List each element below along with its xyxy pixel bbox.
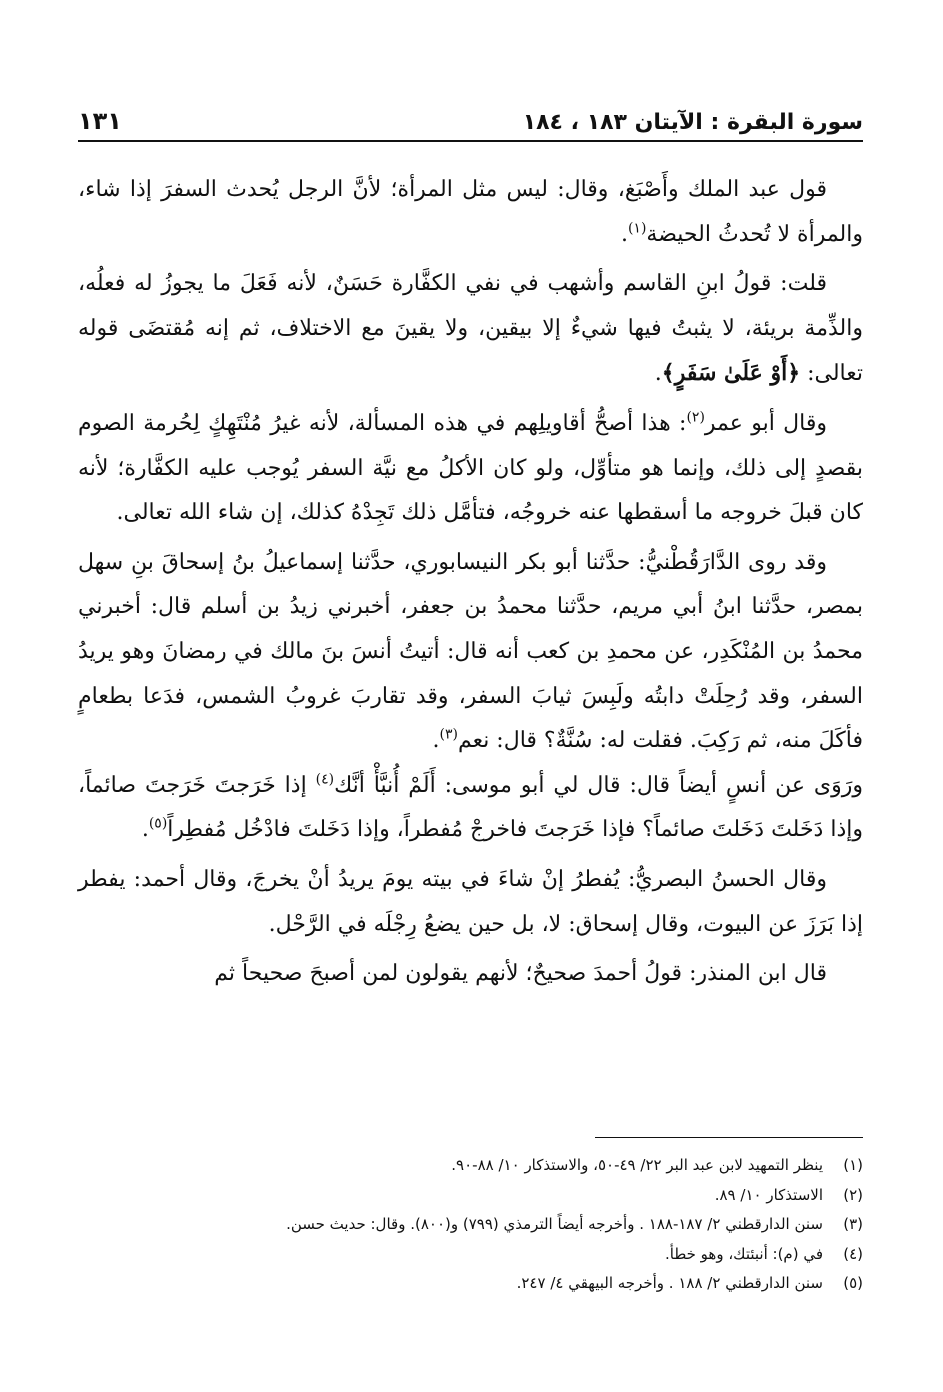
page-number: ١٣١ — [78, 107, 122, 135]
footnote-number: (٤) — [843, 1244, 863, 1263]
footnote-number: (٥) — [843, 1274, 863, 1292]
paragraph-4: وقد روى الدَّارَقُطْنيُّ: حدَّثنا أبو بكر النيسابوري، حدَّثنا إسماعيلُ بنُ إسحاقَ بنِ سهل بمصر، حدَّثنا ابنُ أبي مريم، حدَّثنا محمدُ بن جعفر، أخبرني زيدُ بن أسلم قال: أخبرني محمدُ بن المُنْكَدِر، عن محمدِ بن كعب أنه قال: أتيتُ أنسَ بنَ مالك في رمضانَ وهو يريدُ السفر، وقد رُحِلَتْ دابتُه ولَبِسَ ثيابَ السفر، وقد تقاربَ غروبُ الشمس، فدَعا بطعامٍ فأكَلَ منه، ثم رَكِبَ. فقلت له: سُنَّةٌ؟ قال: نعم$^{(٣)}$. — [78, 549, 863, 754]
footnote-number: (١) — [843, 1156, 863, 1174]
footnote-1 — [78, 1151, 863, 1181]
paragraph-3: وقال أبو عمر$^{(٢)}$: هذا أصحُّ أقاويلِهم في هذه المسألة، لأنه غيرُ مُنْتَهِكٍ لِحُرمة الصوم بقصدٍ إلى ذلك، وإنما هو متأوِّل، ولو كان الأكلُ مع نيَّة السفر يُوجب عليه الكفَّارة؛ لأنه كان قبلَ خروجه ما أسقطها عنه خروجُه، فتأمَّل ذلك تَجِدْهُ كذلك، إن شاء الله تعالى. — [78, 409, 863, 526]
footnote-text: سنن الدارقطني ٢/ ١٨٧-١٨٨ . وأخرجه أيضاً الترمذي (٧٩٩) و(٨٠٠). وقال: حديث حسن. — [286, 1215, 823, 1233]
footnote-text: ينظر التمهيد لابن عبد البر ٢٢/ ٤٩-٥٠، والاستذكار ١٠/ ٨٨-٩٠. — [451, 1156, 823, 1174]
main-text — [78, 168, 863, 1002]
footnote-5 — [78, 1269, 863, 1299]
header-divider — [78, 140, 863, 142]
footnote-2 — [78, 1181, 863, 1211]
footnote-number: (٢) — [843, 1185, 863, 1204]
footnote-4 — [78, 1240, 863, 1270]
footnote-text: سنن الدارقطني ٢/ ١٨٨ . وأخرجه البيهقي ٤/ ٢٤٧. — [516, 1274, 823, 1292]
paragraph-5: ورَوَى عن أنسٍ أيضاً قال: قال لي أبو موسى: أَلَمْ أُنبَّأْ أنَّك$^{(٤)}$ إذا خَرَجتَ خَرَجتَ صائماً، وإذا دَخَلتَ دَخَلتَ صائماً؟ فإذا خَرَجتَ فاخرجْ مُفطراً، وإذا دَخَلتَ فادْخُل مُفطِراً$^{(٥)}$. — [78, 771, 863, 843]
footnote-ref-5[interactable]: (٥) — [148, 815, 168, 832]
footnote-ref-3[interactable]: (٣) — [439, 726, 458, 743]
footnote-text: في (م): أنبئتك، وهو خطأ. — [664, 1244, 823, 1263]
footnote-number: (٣) — [843, 1215, 863, 1233]
footnotes — [78, 1151, 863, 1299]
footnote-ref-2[interactable]: (٢) — [686, 409, 705, 426]
paragraph-6: وقال الحسنُ البصريُّ: يُفطرُ إنْ شاءَ في بيته يومَ يريدُ أنْ يخرجَ، وقال أحمد: يفطر إذا بَرَزَ عن البيوت، وقال إسحاق: لا، بل حين يضعُ رِجْلَه في الرَّحْل. — [78, 866, 863, 937]
paragraph-2: قلت: قولُ ابنِ القاسم وأشهب في نفي الكفَّارة حَسَنٌ، لأنه فَعَلَ ما يجوزُ له فعلُه، والذِّمة بريئة، لا يثبتُ فيها شيءٌ إلا بيقين، ولا يقينَ مع الاختلاف، ثم إنه مُقتضَى قوله تعالى: ﴿أَوْ عَلَىٰ سَفَرٍ﴾. — [78, 271, 863, 387]
footnote-ref-4[interactable]: (٤) — [315, 771, 335, 788]
paragraph-7: قال ابن المنذر: قولُ أحمدَ صحيحٌ؛ لأنهم يقولون لمن أصبحَ صحيحاً ثم — [214, 961, 827, 987]
quran-quote: ﴿أَوْ عَلَىٰ سَفَرٍ﴾ — [661, 360, 801, 387]
running-title: سورة البقرة : الآيتان ١٨٣ ، ١٨٤ — [522, 110, 863, 135]
footnote-ref-1[interactable]: (١) — [627, 220, 647, 237]
footnote-3 — [78, 1210, 863, 1240]
paragraph-1: قول عبد الملك وأَصْبَغ، وقال: ليس مثل المرأة؛ لأنَّ الرجل يُحدث السفرَ إذا شاء، والمرأة لا تُحدثُ الحيضة$^{(١)}$. — [78, 177, 863, 247]
footnote-text: الاستذكار ١٠/ ٨٩. — [714, 1185, 823, 1204]
page-header — [78, 95, 863, 135]
footnote-divider — [595, 1137, 863, 1138]
